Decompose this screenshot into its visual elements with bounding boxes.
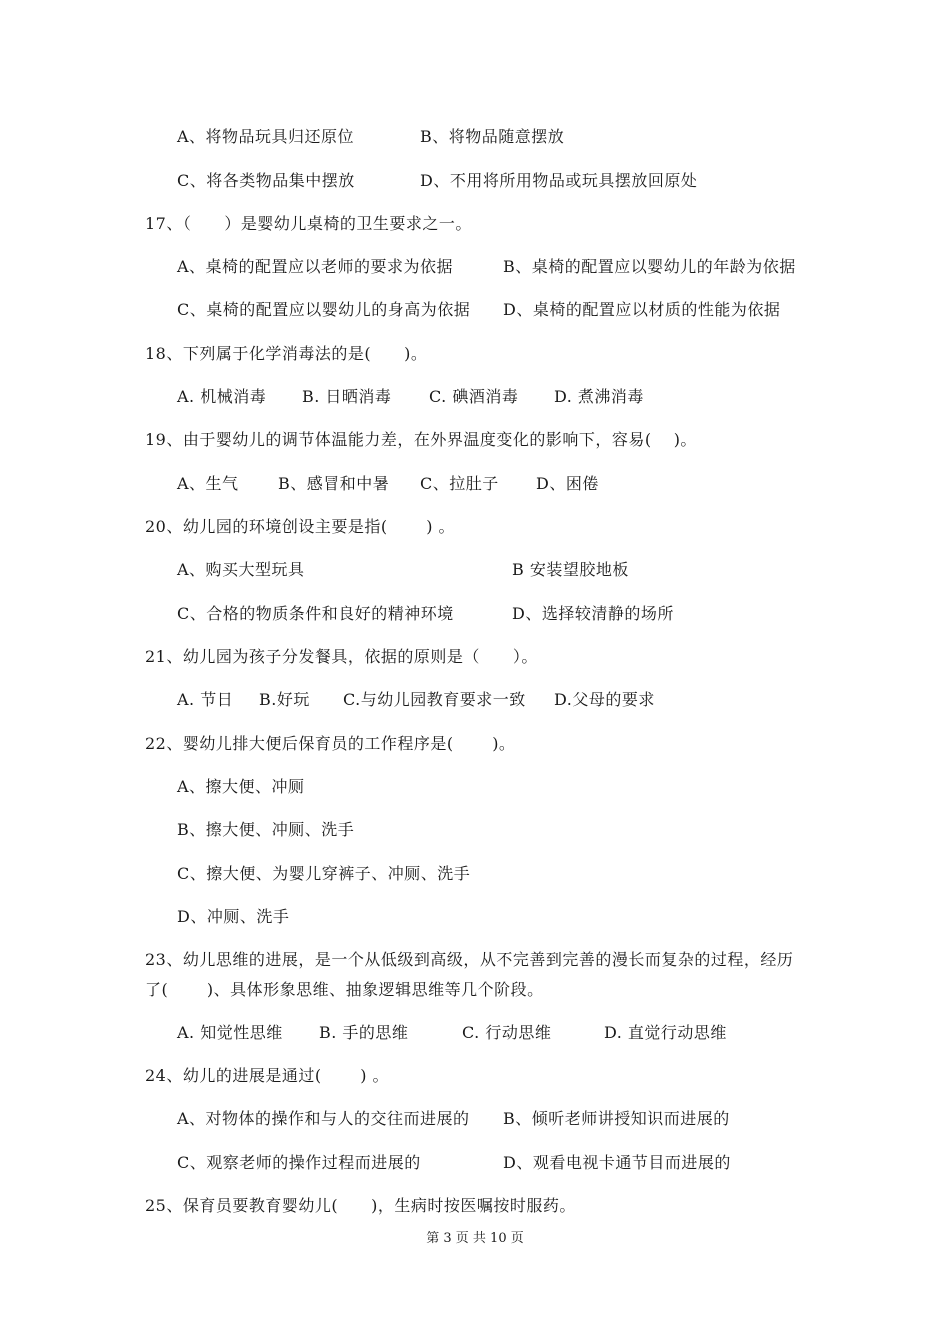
q19-option-b: B、感冒和中暑 [278,474,390,493]
q23-stem-line2: 了( )、具体形象思维、抽象逻辑思维等几个阶段。 [145,980,544,999]
q17-option-b: B、桌椅的配置应以婴幼儿的年龄为依据 [503,257,796,276]
q24-stem: 24、幼儿的进展是通过( ) 。 [145,1066,390,1085]
q24-option-a: A、对物体的操作和与人的交往而进展的 [177,1109,470,1128]
q21-option-d: D.父母的要求 [554,690,655,709]
q17-option-d: D、桌椅的配置应以材质的性能为依据 [503,300,781,319]
q19-option-a: A、生气 [177,474,239,493]
q16-option-d: D、不用将所用物品或玩具摆放回原处 [420,171,698,190]
q21-stem: 21、幼儿园为孩子分发餐具，依据的原则是（ ）。 [145,647,538,666]
q25-stem: 25、保育员要教育婴幼儿( )，生病时按医嘱按时服药。 [145,1196,576,1215]
q20-option-b: B 安装望胶地板 [512,560,629,579]
q24-option-b: B、倾听老师讲授知识而进展的 [503,1109,730,1128]
q24-option-d: D、观看电视卡通节目而进展的 [503,1153,731,1172]
q20-option-a: A、购买大型玩具 [177,560,305,579]
q18-option-a: A. 机械消毒 [177,387,267,406]
q22-option-c: C、擦大便、为婴儿穿裤子、冲厕、洗手 [177,864,471,883]
q22-option-b: B、擦大便、冲厕、洗手 [177,820,355,839]
q21-option-b: B.好玩 [259,690,310,709]
q18-option-d: D. 煮沸消毒 [554,387,644,406]
q23-option-a: A. 知觉性思维 [177,1023,283,1042]
q23-stem-line1: 23、幼儿思维的进展，是一个从低级到高级，从不完善到完善的漫长而复杂的过程，经历 [145,950,794,969]
q16-option-b: B、将物品随意摆放 [420,127,565,146]
q16-option-c: C、将各类物品集中摆放 [177,171,355,190]
q18-stem: 18、下列属于化学消毒法的是( )。 [145,344,428,363]
q24-option-c: C、观察老师的操作过程而进展的 [177,1153,421,1172]
q20-option-c: C、合格的物质条件和良好的精神环境 [177,604,454,623]
q16-option-a: A、将物品玩具归还原位 [177,127,355,146]
q19-option-c: C、拉肚子 [420,474,499,493]
q17-stem: 17、（ ）是婴幼儿桌椅的卫生要求之一。 [145,214,472,233]
q19-stem: 19、由于婴幼儿的调节体温能力差，在外界温度变化的影响下，容易( )。 [145,430,697,449]
q23-option-c: C. 行动思维 [462,1023,552,1042]
q19-option-d: D、困倦 [536,474,599,493]
q20-option-d: D、选择较清静的场所 [512,604,674,623]
q23-option-d: D. 直觉行动思维 [604,1023,727,1042]
q17-option-c: C、桌椅的配置应以婴幼儿的身高为依据 [177,300,471,319]
q21-option-a: A. 节日 [177,690,234,709]
q22-stem: 22、婴幼儿排大便后保育员的工作程序是( )。 [145,734,516,753]
q21-option-c: C.与幼儿园教育要求一致 [343,690,526,709]
page-number-footer: 第 3 页 共 10 页 [426,1231,524,1246]
q18-option-b: B. 日晒消毒 [302,387,392,406]
q20-stem: 20、幼儿园的环境创设主要是指( ) 。 [145,517,456,536]
q17-option-a: A、桌椅的配置应以老师的要求为依据 [177,257,454,276]
q22-option-d: D、冲厕、洗手 [177,907,290,926]
q22-option-a: A、擦大便、冲厕 [177,777,305,796]
q18-option-c: C. 碘酒消毒 [429,387,519,406]
q23-option-b: B. 手的思维 [319,1023,409,1042]
